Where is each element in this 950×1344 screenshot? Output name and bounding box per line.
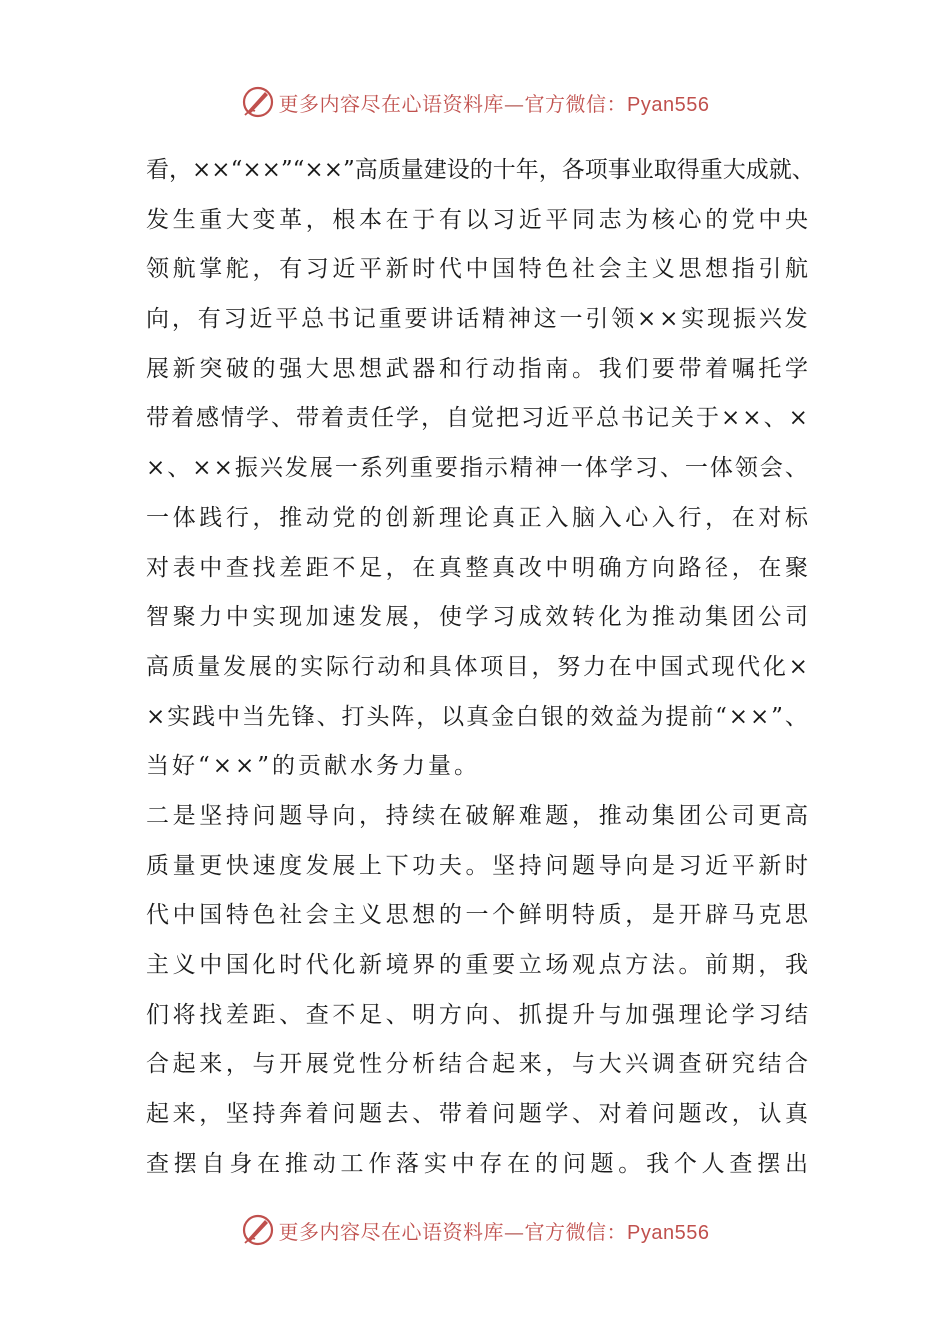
text-line: 看 ， × × “ × × ” “ × × ” 高 质 量 建 设 的 十 年 ， 各 项 事 业 取 得 重 大 成 就 、 — [146, 157, 815, 183]
footer-banner — [0, 1210, 950, 1250]
header-wechat-label: 官方微信： — [524, 91, 628, 116]
text-line: 一 体 践 行 ， 推 动 党 的 创 新 理 论 真 正 入 脑 入 心 入 行 ， 在 对 标 — [146, 504, 808, 531]
text-line: 向 ， 有 习 近 平 总 书 记 重 要 讲 话 精 神 这 一 引 领 × × 实 现 振 兴 发 — [146, 306, 808, 333]
header-banner — [0, 82, 950, 122]
text-line: 们 将 找 差 距 、 查 不 足 、 明 方 向 、 抓 提 升 与 加 强 理 论 学 习 结 — [146, 1001, 808, 1028]
text-line: 二 是 坚 持 问 题 导 向 ， 持 续 在 破 解 难 题 ， 推 动 集 团 公 司 更 高 — [146, 802, 808, 829]
footer-wechat-label: 官方微信： — [524, 1219, 628, 1244]
header-text — [279, 88, 710, 117]
text-line: 展 新 突 破 的 强 大 思 想 武 器 和 行 动 指 南 。 我 们 要 带 着 嘱 托 学 — [146, 355, 808, 382]
text-line: 对 表 中 查 找 差 距 不 足 ， 在 真 整 真 改 中 明 确 方 向 路 径 ， 在 聚 — [146, 554, 808, 581]
text-line: 主 义 中 国 化 时 代 化 新 境 界 的 重 要 立 场 观 点 方 法 。 前 期 ， 我 — [146, 952, 808, 978]
text-line: 带 着 感 情 学 、 带 着 责 任 学 ， 自 觉 把 习 近 平 总 书 记 关 于 × × 、 × — [146, 405, 808, 432]
text-line: × 实 践 中 当 先 锋 、 打 头 阵 ， 以 真 金 白 银 的 效 益 为 提 前 “ × × ” 、 — [146, 703, 808, 730]
quill-pen-logo-icon — [241, 85, 275, 119]
text-line: 起 来 ， 坚 持 奔 着 问 题 去 、 带 着 问 题 学 、 对 着 问 题 改 ， 认 真 — [146, 1101, 808, 1128]
text-line: 合 起 来 ， 与 开 展 党 性 分 析 结 合 起 来 ， 与 大 兴 调 查 研 究 结 合 — [146, 1051, 808, 1078]
header-wechat-id: Pyan556 — [627, 93, 710, 116]
header-separator: — — [504, 91, 525, 116]
text-line: 当好“××”的贡献水务力量。 — [146, 753, 481, 780]
text-line: 高 质 量 发 展 的 实 际 行 动 和 具 体 项 目 ， 努 力 在 中 国 式 现 代 化 × — [146, 653, 808, 680]
footer-separator: — — [504, 1219, 525, 1244]
text-line: 发 生 重 大 变 革 ， 根 本 在 于 有 以 习 近 平 同 志 为 核 心 的 党 中 央 — [146, 206, 808, 233]
quill-pen-logo-icon — [241, 1213, 275, 1247]
text-line: 智 聚 力 中 实 现 加 速 发 展 ， 使 学 习 成 效 转 化 为 推 动 集 团 公 司 — [146, 604, 808, 631]
text-line: 质 量 更 快 速 度 发 展 上 下 功 夫 。 坚 持 问 题 导 向 是 习 近 平 新 时 — [146, 852, 808, 879]
footer-site-name: 更多内容尽在心语资料库 — [278, 1219, 505, 1244]
text-line: 代 中 国 特 色 社 会 主 义 思 想 的 一 个 鲜 明 特 质 ， 是 开 辟 马 克 思 — [146, 902, 808, 929]
text-line: 查 摆 自 身 在 推 动 工 作 落 实 中 存 在 的 问 题 。 我 个 人 查 摆 出 — [146, 1150, 808, 1177]
document-body — [146, 146, 815, 1189]
footer-wechat-id: Pyan556 — [627, 1221, 710, 1244]
footer-text — [279, 1216, 710, 1245]
text-line: 领 航 掌 舵 ， 有 习 近 平 新 时 代 中 国 特 色 社 会 主 义 思 想 指 引 航 — [146, 256, 808, 283]
header-site-name: 更多内容尽在心语资料库 — [278, 91, 505, 116]
text-line: × 、 × × 振 兴 发 展 一 系 列 重 要 指 示 精 神 一 体 学 习 、 一 体 领 会 、 — [146, 455, 808, 482]
